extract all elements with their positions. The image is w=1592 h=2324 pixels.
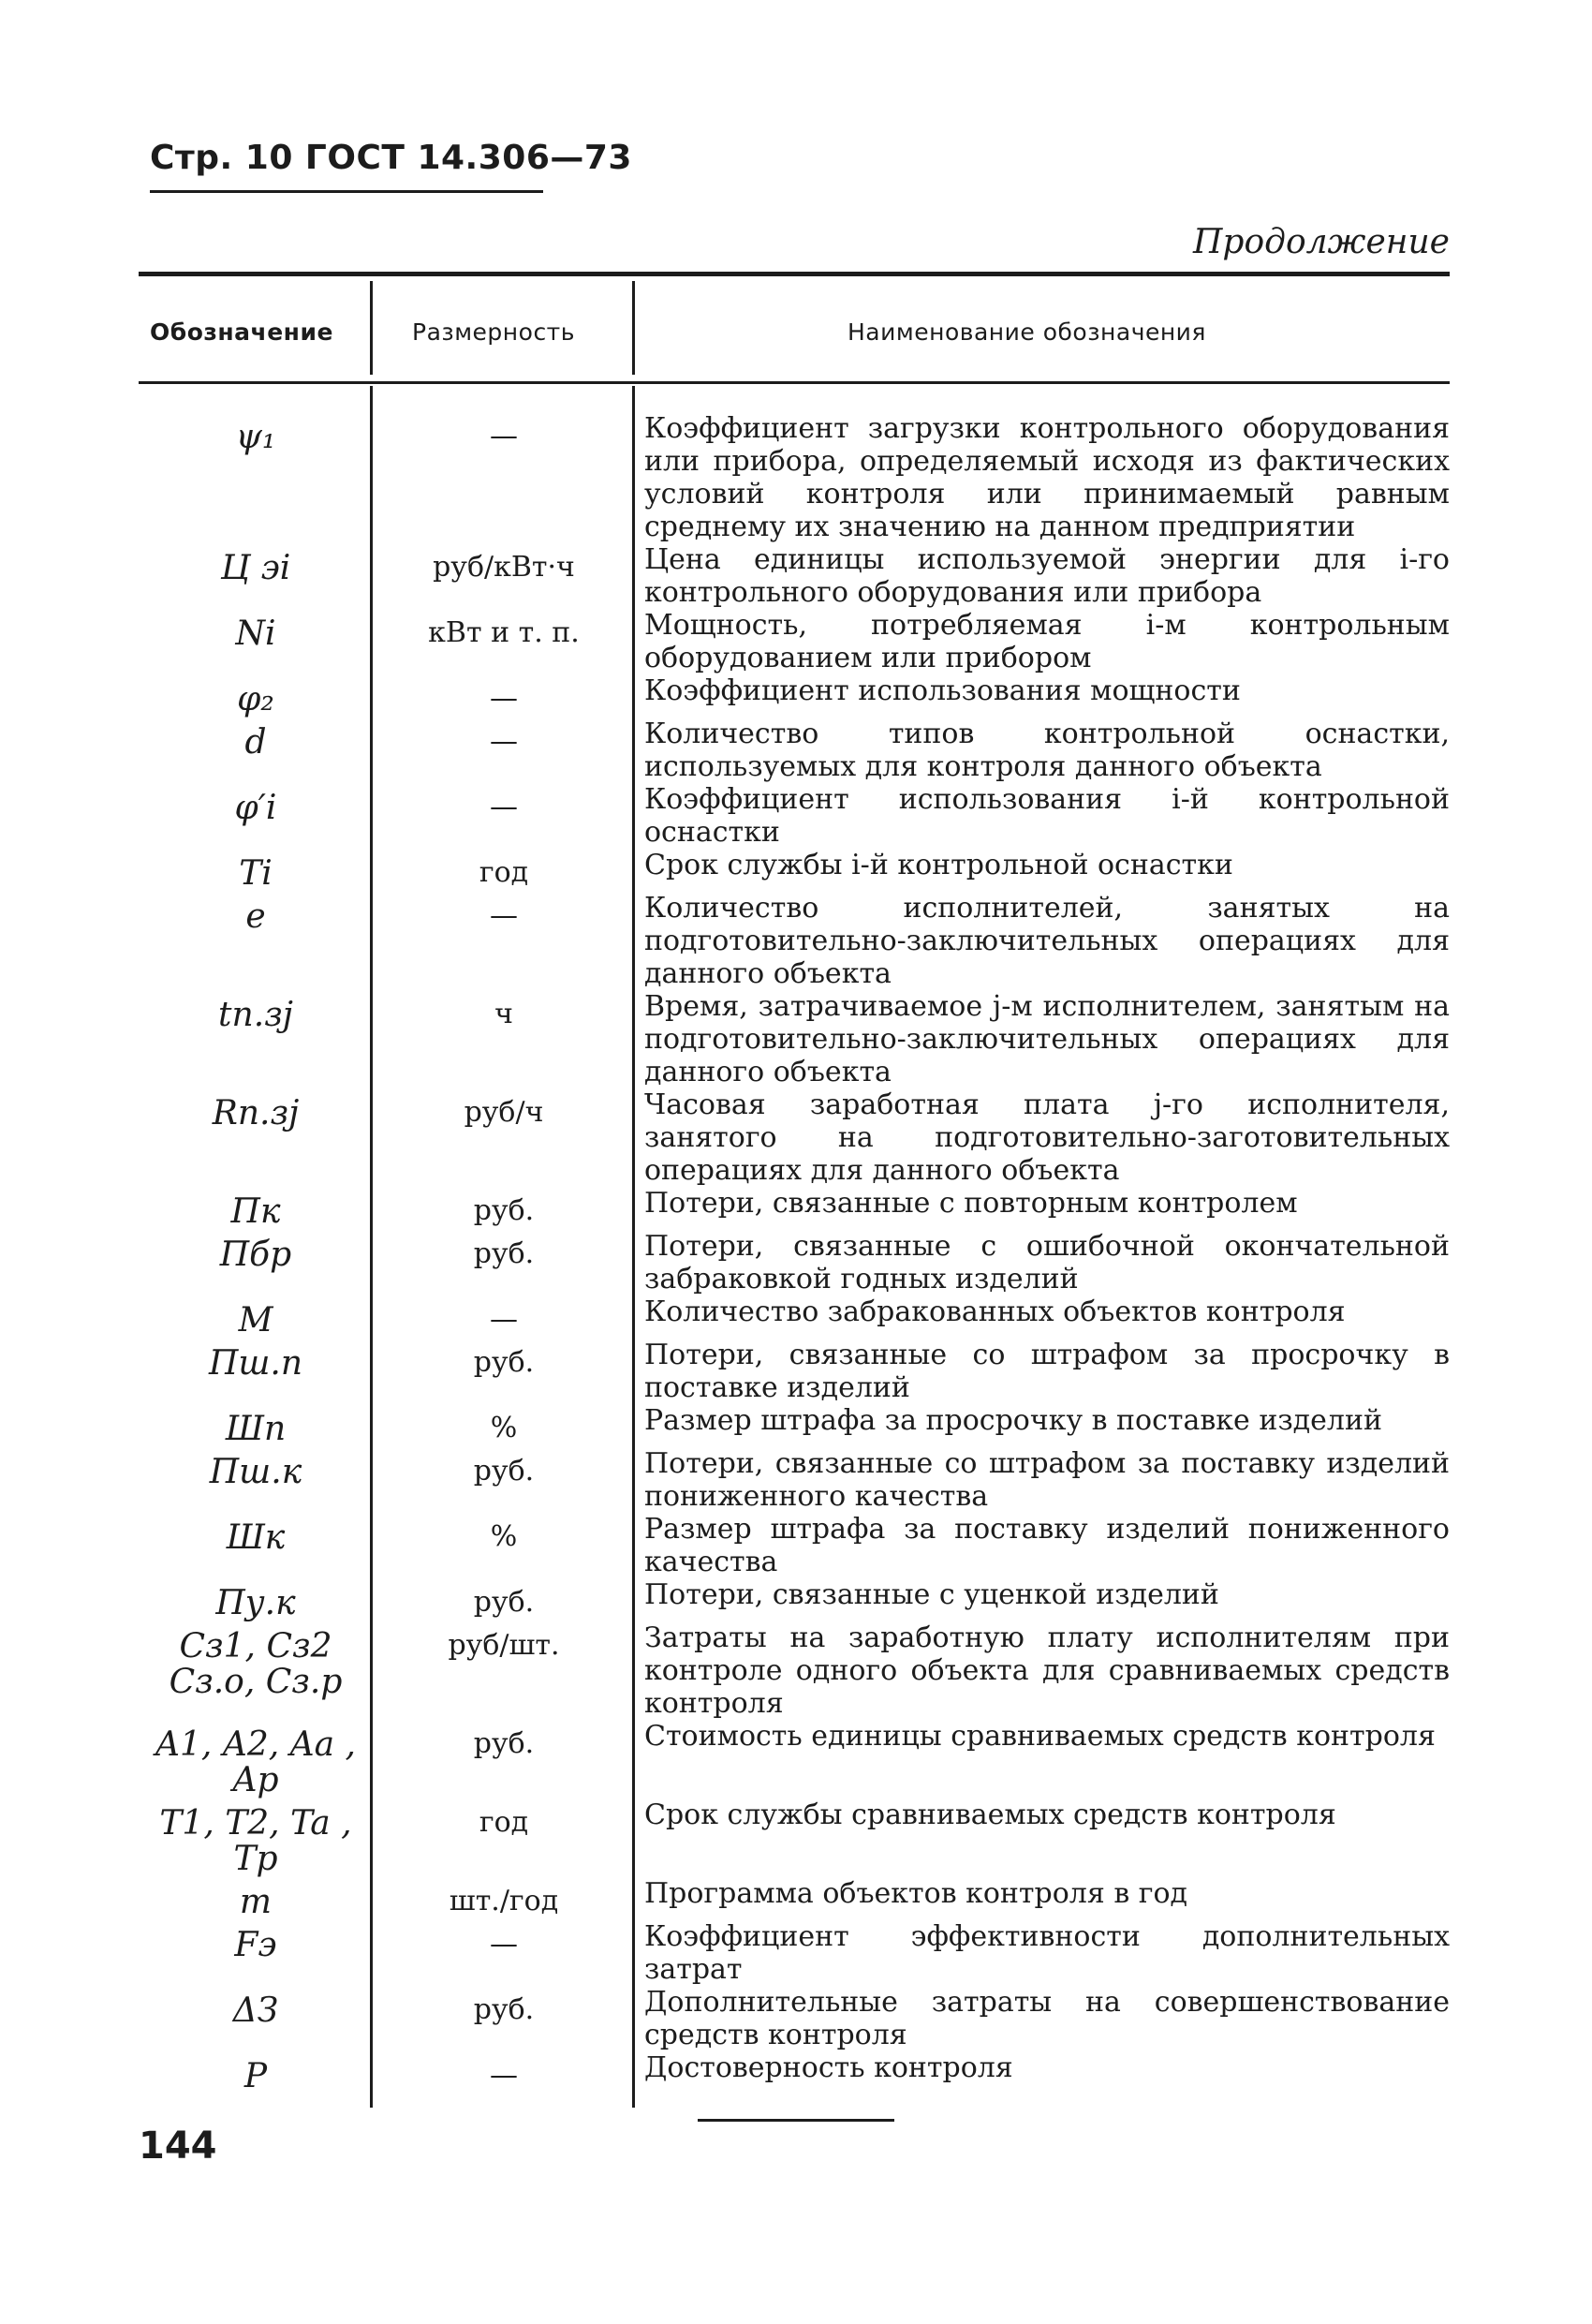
table-row [139, 1513, 1450, 1578]
unit-cell: — [490, 420, 518, 452]
symbol-cell: e [245, 897, 266, 936]
table-row [139, 543, 1450, 609]
table-row [139, 1088, 1450, 1187]
table-row [139, 1447, 1450, 1513]
header-underline [150, 190, 543, 193]
table-row [139, 412, 1450, 543]
table-row [139, 718, 1450, 783]
description-cell: Достоверность контроля [644, 2051, 1013, 2084]
description-cell: Коэффициент использования мощности [644, 674, 1241, 707]
unit-cell: руб/кВт·ч [433, 551, 575, 584]
unit-cell: руб/шт. [448, 1629, 560, 1662]
symbol-cell: φ₂ [237, 680, 274, 718]
unit-cell: руб. [473, 1455, 535, 1488]
description-cell: Время, затрачиваемое j-м исполнителем, занятым на подготовительно-заключительных операциях для данного объекта [644, 990, 1450, 1088]
symbol-cell: tп.зj [218, 996, 293, 1034]
symbol-cell: Сз1, Сз2 Сз.о, Сз.р [169, 1627, 343, 1701]
column-divider-header-2 [632, 281, 635, 375]
unit-cell: % [490, 1520, 518, 1553]
symbol-cell: Пбр [219, 1236, 292, 1274]
description-cell: Количество типов контрольной оснастки, используемых для контроля данного объекта [644, 718, 1450, 783]
symbol-cell: T1, T2, Ta , Tp [159, 1804, 352, 1878]
symbol-cell: M [238, 1301, 273, 1340]
table-row [139, 1986, 1450, 2051]
unit-cell: руб. [473, 1993, 535, 2026]
description-cell: Потери, связанные с ошибочной окончательной забраковкой годных изделий [644, 1230, 1450, 1295]
table-row [139, 783, 1450, 849]
column-header-name: Наименование обозначения [848, 318, 1206, 346]
table-row [139, 1720, 1450, 1799]
symbol-cell: Шп [225, 1410, 287, 1448]
unit-cell: руб. [473, 1237, 535, 1270]
symbol-cell: Ц эi [220, 549, 291, 587]
table-row [139, 1404, 1450, 1447]
symbol-cell: Ni [235, 614, 276, 653]
table-row [139, 1578, 1450, 1621]
description-cell: Коэффициент эффективности дополнительных затрат [644, 1920, 1450, 1986]
unit-cell: кВт и т. п. [428, 616, 580, 649]
symbol-cell: m [239, 1883, 273, 1921]
unit-cell: — [490, 2059, 518, 2092]
description-cell: Дополнительные затраты на совершенствование средств контроля [644, 1986, 1450, 2051]
unit-cell: руб. [473, 1346, 535, 1379]
unit-cell: руб. [473, 1727, 535, 1760]
page-number: 144 [139, 2124, 217, 2168]
description-cell: Количество исполнителей, занятых на подготовительно-заключительных операциях для данного объекта [644, 892, 1450, 990]
unit-cell: — [490, 899, 518, 932]
symbol-cell: Rп.зj [212, 1094, 300, 1132]
description-cell: Потери, связанные с повторным контролем [644, 1187, 1298, 1220]
symbol-cell: A1, A2, Aa , Ap [155, 1725, 356, 1799]
description-cell: Затраты на заработную плату исполнителям при контроле одного объекта для сравниваемых средств контроля [644, 1621, 1450, 1720]
table-row [139, 1799, 1450, 1877]
table-row [139, 2051, 1450, 2095]
column-header-unit: Размерность [412, 318, 575, 346]
symbol-cell: Fэ [234, 1926, 277, 1964]
table-row [139, 609, 1450, 674]
column-header-symbol: Обозначение [150, 318, 333, 346]
unit-cell: — [490, 1928, 518, 1961]
unit-cell: руб. [473, 1586, 535, 1619]
column-divider-header-1 [370, 281, 373, 375]
table-row [139, 849, 1450, 892]
continuation-label: Продолжение [1193, 223, 1450, 261]
unit-cell: — [490, 725, 518, 758]
description-cell: Коэффициент использования i-й контрольной оснастки [644, 783, 1450, 849]
footer-rule [698, 2119, 894, 2122]
description-cell: Часовая заработная плата j-го исполнителя, занятого на подготовительно-заготовительных операциях для данного объекта [644, 1088, 1450, 1187]
symbol-cell: φ′i [234, 789, 277, 827]
description-cell: Потери, связанные с уценкой изделий [644, 1578, 1219, 1611]
description-cell: Цена единицы используемой энергии для i-го контрольного оборудования или прибора [644, 543, 1450, 609]
table-row [139, 1187, 1450, 1230]
unit-cell: руб. [473, 1194, 535, 1227]
description-cell: Потери, связанные со штрафом за поставку изделий пониженного качества [644, 1447, 1450, 1513]
symbol-cell: P [243, 2057, 268, 2095]
page-header-title: Стр. 10 ГОСТ 14.306—73 [150, 139, 632, 177]
description-cell: Программа объектов контроля в год [644, 1877, 1187, 1910]
table-row [139, 1339, 1450, 1404]
symbol-cell: ΔЗ [232, 1991, 279, 2030]
unit-cell: год [479, 856, 529, 889]
description-cell: Размер штрафа за просрочку в поставке изделий [644, 1404, 1382, 1437]
symbol-cell: Пш.п [208, 1344, 303, 1383]
symbol-cell: d [244, 723, 267, 762]
table-body [139, 412, 1450, 2095]
description-cell: Срок службы i-й контрольной оснастки [644, 849, 1233, 881]
description-cell: Потери, связанные со штрафом за просрочку в поставке изделий [644, 1339, 1450, 1404]
symbol-cell: Пк [230, 1192, 281, 1231]
table-row [139, 1295, 1450, 1339]
table-row [139, 1877, 1450, 1920]
table-row [139, 1920, 1450, 1986]
table-row [139, 1621, 1450, 1720]
unit-cell: % [490, 1412, 518, 1444]
symbol-cell: ψ₁ [235, 418, 276, 456]
unit-cell: — [490, 682, 518, 715]
table-row [139, 674, 1450, 718]
unit-cell: год [479, 1806, 529, 1839]
page-header [150, 139, 632, 193]
description-cell: Стоимость единицы сравниваемых средств контроля [644, 1720, 1436, 1753]
symbol-cell: Ti [239, 854, 273, 893]
description-cell: Мощность, потребляемая i-м контрольным оборудованием или прибором [644, 609, 1450, 674]
description-cell: Срок службы сравниваемых средств контроля [644, 1799, 1336, 1831]
unit-cell: руб/ч [464, 1096, 544, 1129]
description-cell: Коэффициент загрузки контрольного оборудования или прибора, определяемый исходя из фактических условий контроля или принимаемый равным среднему их значению на данном предприятии [644, 412, 1450, 543]
table-row [139, 1230, 1450, 1295]
unit-cell: ч [494, 998, 513, 1030]
symbol-cell: Пш.к [209, 1453, 302, 1491]
unit-cell: шт./год [449, 1885, 559, 1917]
unit-cell: — [490, 791, 518, 823]
description-cell: Размер штрафа за поставку изделий пониженного качества [644, 1513, 1450, 1578]
unit-cell: — [490, 1303, 518, 1336]
symbol-cell: Шк [226, 1518, 286, 1557]
table-row [139, 892, 1450, 990]
table-row [139, 990, 1450, 1088]
description-cell: Количество забракованных объектов контроля [644, 1295, 1346, 1328]
table-top-rule [139, 272, 1450, 276]
table-header-rule [139, 381, 1450, 384]
symbol-cell: Пу.к [215, 1584, 296, 1622]
